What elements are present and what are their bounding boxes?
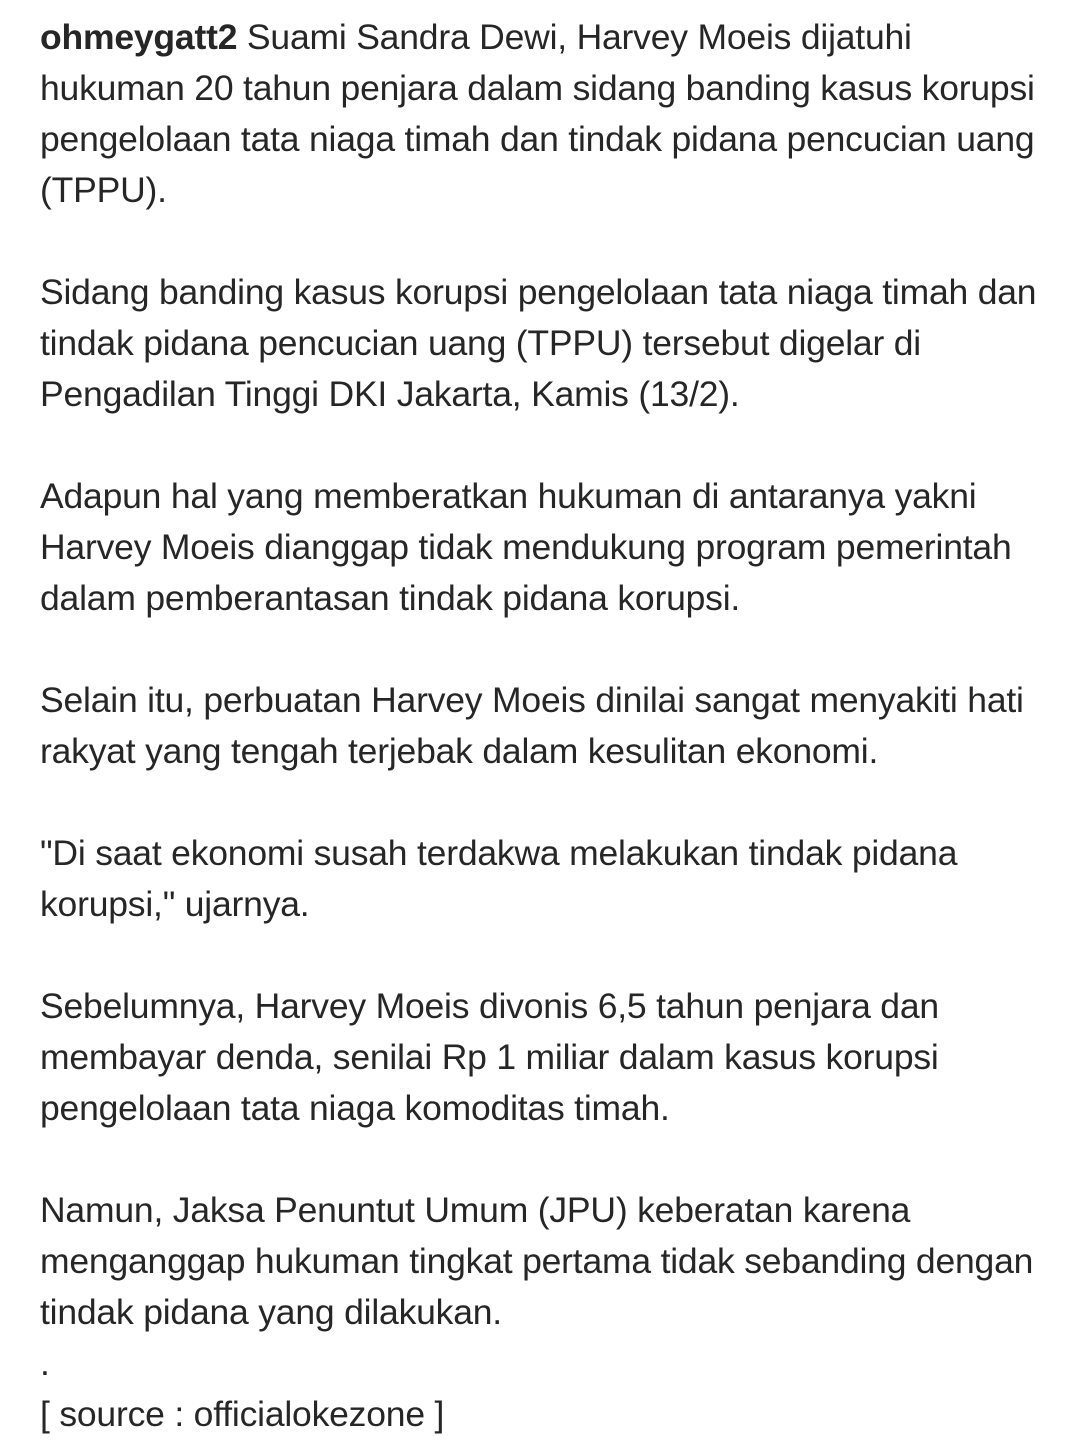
caption-paragraph-5: "Di saat ekonomi susah terdakwa melakukan tindak pidana korupsi," ujarnya.	[40, 833, 958, 924]
caption-paragraph-6: Sebelumnya, Harvey Moeis divonis 6,5 tahun penjara dan membayar denda, senilai Rp 1 miliar dalam kasus korupsi pengelolaan tata niaga komoditas timah.	[40, 986, 939, 1128]
caption-paragraph-4: Selain itu, perbuatan Harvey Moeis dinilai sangat menyakiti hati rakyat yang tengah terjebak dalam kesulitan ekonomi.	[40, 680, 1024, 771]
caption-separator: .	[40, 1343, 50, 1383]
caption-paragraph-2: Sidang banding kasus korupsi pengelolaan tata niaga timah dan tindak pidana pencucian uang (TPPU) tersebut digelar di Pengadilan Tinggi DKI Jakarta, Kamis (13/2).	[40, 272, 1037, 414]
username-link[interactable]: ohmeygatt2	[40, 17, 238, 57]
post-caption	[40, 12, 1050, 1440]
caption-text-1: Suami Sandra Dewi, Harvey Moeis dijatuhi hukuman 20 tahun penjara dalam sidang banding kasus korupsi pengelolaan tata niaga timah dan tindak pidana pencucian uang (TPPU).	[40, 17, 1035, 210]
caption-source: [ source : officialokezone ]	[40, 1394, 445, 1434]
caption-paragraph-3: Adapun hal yang memberatkan hukuman di antaranya yakni Harvey Moeis dianggap tidak mendukung program pemerintah dalam pemberantasan tindak pidana korupsi.	[40, 476, 1012, 618]
caption-paragraph-7: Namun, Jaksa Penuntut Umum (JPU) keberatan karena menganggap hukuman tingkat pertama tidak sebanding dengan tindak pidana yang dilakukan.	[40, 1190, 1034, 1332]
caption-paragraph-1	[40, 12, 1050, 216]
